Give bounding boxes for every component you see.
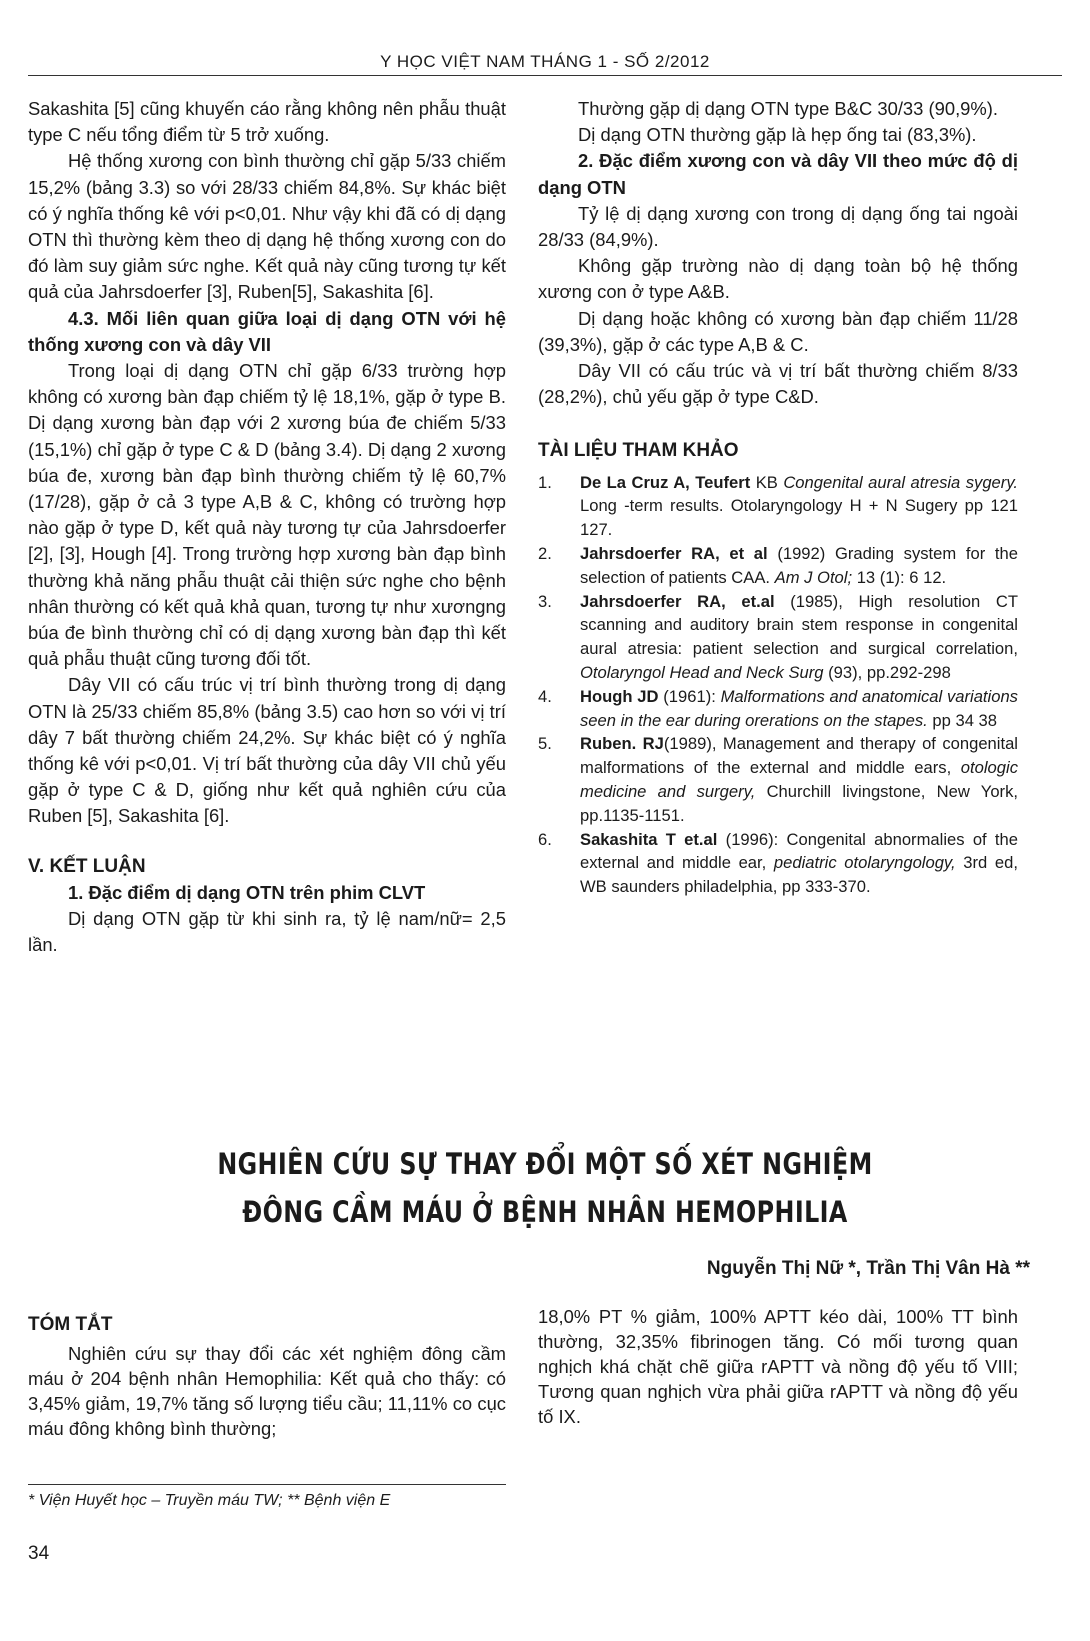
reference-item: 5. Ruben. RJ(1989), Management and therapy of congenital malformations of the external and middle ears, otologic medicine and surgery, Churchill livingstone, New York, pp.1135-1151. (538, 734, 1018, 825)
page-number: 34 (28, 1543, 50, 1564)
paragraph: Không gặp trường nào dị dạng toàn bộ hệ thống xương con ở type A&B. (538, 255, 1018, 303)
subsection-heading: 1. Đặc điểm dị dạng OTN trên phim CLVT (68, 881, 426, 903)
reference-item: 3. Jahrsdoerfer RA, et.al (1985), High resolution CT scanning and auditory brain stem response in congenital aural atresia: patient selection and surgical correlation, Otolaryngol Head and Neck Surg (93), pp.292-298 (538, 591, 1018, 683)
paragraph: Hệ thống xương con bình thường chỉ gặp 5/33 chiếm 15,2% (bảng 3.3) so với 28/33 chiếm 84,8%. Sự khác biệt có ý nghĩa thống kê với p<0,01. Như vậy khi đã có dị dạng OTN thì thường kèm theo dị dạng hệ thống xương con do đó làm suy giảm sức nghe. Kết quả này cũng tương tự kết quả của Jahrsdoerfer [3], Ruben[5], Sakashita [6]. (28, 150, 506, 303)
reference-item: 2. Jahrsdoerfer RA, et al (1992) Grading system for the selection of patients CAA. Am J Otol; 13 (1): 6 12. (538, 544, 1018, 587)
reference-list (538, 471, 1018, 899)
reference-item: 6. Sakashita T et.al (1996): Congenital abnormalies of the external and middle ear, pediatric otolaryngology, 3rd ed, WB saunders philadelphia, pp 333-370. (538, 829, 1019, 897)
subsection-heading: 2. Đặc điểm xương con và dây VII theo mức độ dị dạng OTN (538, 150, 1018, 198)
section-heading: V. KẾT LUẬN (28, 855, 146, 877)
paragraph: Sakashita [5] cũng khuyến cáo rằng không nên phẫu thuật type C nếu tổng điểm từ 5 trở xuống. (28, 98, 506, 146)
article-title-line-2: ĐÔNG CẦM MÁU Ở BỆNH NHÂN HEMOPHILIA (242, 1195, 848, 1229)
paragraph: Dây VII có cấu trúc và vị trí bất thường chiếm 8/33 (28,2%), chủ yếu gặp ở type C&D. (538, 360, 1018, 408)
footnote: * Viện Huyết học – Truyền máu TW; ** Bệnh viện E (28, 1492, 391, 1509)
reference-item: 1. De La Cruz A, Teufert KB Congenital aural atresia sygery. Long -term results. Otolaryngology H + N Sugery pp 121 127. (538, 472, 1018, 540)
paragraph: Tỷ lệ dị dạng xương con trong dị dạng ống tai ngoài 28/33 (84,9%). (538, 202, 1018, 251)
paragraph: Dây VII có cấu trúc vị trí bình thường trong dị dạng OTN là 25/33 chiếm 85,8% (bảng 3.5) cao hơn so với vị trí dây 7 bất thường chiếm 24,2%. Sự khác biệt có ý nghĩa thống kê với p<0,01. Vị trí bất thường của dây VII chủ yếu gặp ở type C & D, giống như kết quả nghiên cứu của Ruben [5], Sakashita [6]. (28, 674, 506, 827)
article-authors: Nguyễn Thị Nữ *, Trần Thị Vân Hà ** (706, 1258, 1030, 1279)
right-column (538, 96, 1018, 899)
paragraph: Dị dạng OTN thường gặp là hẹp ống tai (83,3%). (578, 124, 977, 146)
paragraph: Trong loại dị dạng OTN chỉ gặp 6/33 trường hợp không có xương bàn đạp chiếm tỷ lệ 18,1%, gặp ở type B. Dị dạng xương bàn đạp với 2 xương búa đe chiếm 5/33 (15,1%) chỉ gặp ở type C & D (bảng 3.4). Dị dạng 2 xương búa đe, xương bàn đạp bình thường chiếm tỷ lệ 60,7% (17/28), gặp ở cả 3 type A,B & C, không có trường hợp nào gặp ở type D, kết quả này tương tự của Jahrsdoerfer [2], [3], Hough [4]. Trong trường hợp xương bàn đạp bình thường khả năng phẫu thuật cải thiện sức nghe cho bệnh nhân thường có kết quả khả quan, tương tự như xươngng búa đe bình thường chỉ có dị dạng xương bàn đạp thì kết quả phẫu thuật cũng tương đối tốt. (28, 360, 506, 670)
reference-item: 4. Hough JD (1961): Malformations and anatomical variations seen in the ear during orerations on the stapes. pp 34 38 (538, 686, 1018, 730)
footnote-rule (28, 1484, 506, 1485)
abstract-text: 18,0% PT % giảm, 100% APTT kéo dài, 100% TT bình thường, 32,35% fibrinogen tăng. Có mối tương quan nghịch khá chặt chẽ giữa rAPTT và nồng độ yếu tố VIII; Tương quan nghịch vừa phải giữa rAPTT và nồng độ yếu tố IX. (538, 1306, 1018, 1427)
article-title-line-1: NGHIÊN CỨU SỰ THAY ĐỔI MỘT SỐ XÉT NGHIỆM (217, 1147, 873, 1181)
header-rule (28, 75, 1062, 76)
abstract-heading: TÓM TẮT (28, 1314, 113, 1335)
paragraph: Dị dạng OTN gặp từ khi sinh ra, tỷ lệ nam/nữ= 2,5 lần. (28, 908, 506, 956)
section-heading: 4.3. Mối liên quan giữa loại dị dạng OTN với hệ thống xương con và dây VII (28, 307, 506, 355)
paragraph: Thường gặp dị dạng OTN type B&C 30/33 (90,9%). (578, 98, 998, 119)
references-heading: TÀI LIỆU THAM KHẢO (538, 440, 739, 462)
running-header: Y HỌC VIỆT NAM THÁNG 1 - SỐ 2/2012 (380, 52, 710, 71)
abstract-left (28, 1312, 506, 1441)
abstract-right (538, 1304, 1018, 1429)
paragraph: Dị dạng hoặc không có xương bàn đạp chiếm 11/28 (39,3%), gặp ở các type A,B & C. (538, 307, 1018, 355)
abstract-text: Nghiên cứu sự thay đổi các xét nghiệm đông cầm máu ở 204 bệnh nhân Hemophilia: Kết quả cho thấy: có 3,45% giảm, 19,7% tăng số lượng tiểu cầu; 11,11% co cục máu đông không bình thường; (28, 1343, 506, 1439)
left-column (28, 96, 506, 959)
